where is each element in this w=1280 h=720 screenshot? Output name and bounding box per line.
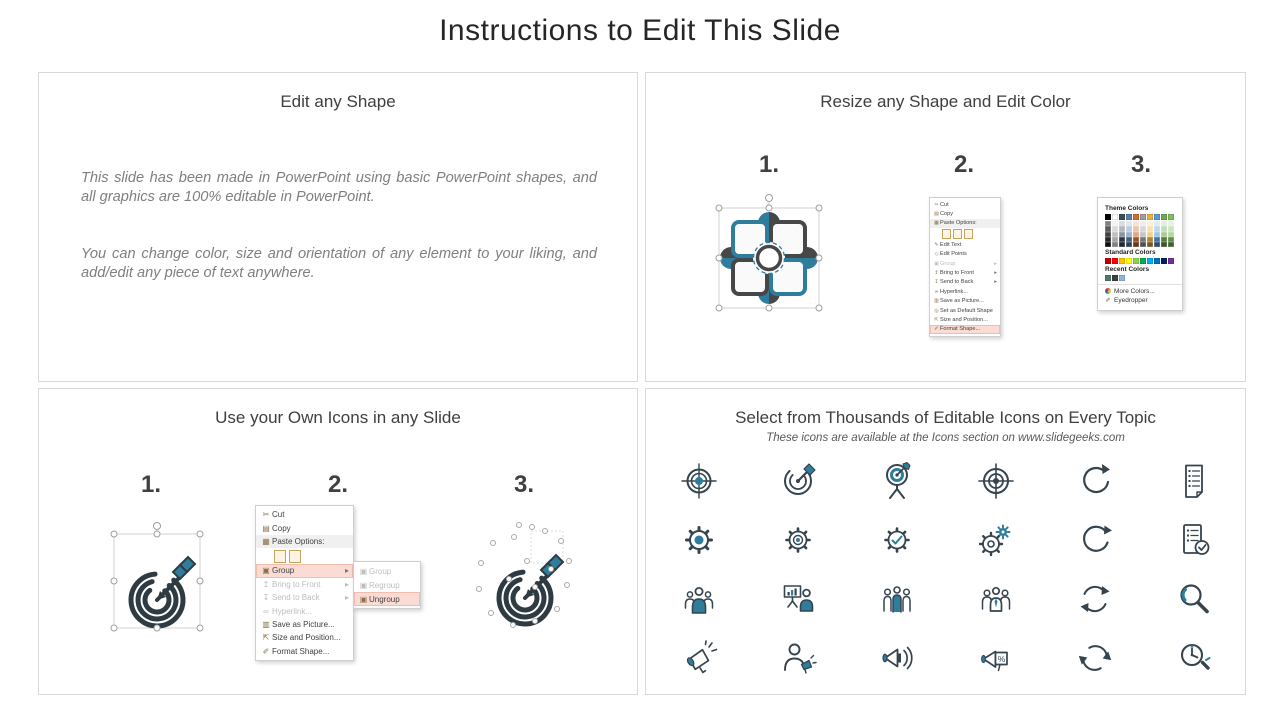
shape-context-menu <box>929 197 1001 337</box>
menu-item-label: Size and Position... <box>940 316 988 323</box>
paste-options-row <box>930 228 1000 240</box>
menu-item-format-shape[interactable] <box>930 325 1000 334</box>
menu-item-set-as-default-shape[interactable] <box>930 306 1000 315</box>
menu-item-bring-to-front[interactable] <box>930 268 1000 277</box>
team-discussion-icon[interactable] <box>946 569 1045 628</box>
magnifier-icon[interactable] <box>1144 569 1243 628</box>
menu-item-copy[interactable] <box>930 209 1000 218</box>
submenu-arrow-icon: ▸ <box>344 593 349 603</box>
gear-core-icon[interactable] <box>748 510 847 569</box>
group-icon: ▣ <box>934 260 939 267</box>
menu-item-label: Ungroup <box>369 594 400 604</box>
menu-item-group[interactable] <box>930 259 1000 268</box>
panel-icon-library <box>645 388 1246 695</box>
menu-item-label: Copy <box>272 523 291 533</box>
theme-color-swatch[interactable] <box>1161 214 1167 220</box>
cycle-arrows-icon[interactable] <box>1045 628 1144 687</box>
save-picture-icon: ▥ <box>934 298 939 305</box>
menu-item-bring-to-front[interactable] <box>256 578 353 591</box>
group-submenu <box>353 561 421 609</box>
menu-item-label: Format Shape... <box>272 646 330 656</box>
theme-color-swatch[interactable] <box>1112 214 1118 220</box>
bring-front-icon: ↥ <box>262 579 270 589</box>
panel-own-icons <box>38 388 638 695</box>
format-shape-icon: ✐ <box>262 646 270 656</box>
recent-color-swatch[interactable] <box>1119 275 1125 281</box>
menu-item-label: Send to Back <box>940 279 974 286</box>
scissors-icon: ✂ <box>262 510 270 520</box>
standard-color-swatch[interactable] <box>1140 258 1146 264</box>
menu-item-label: Group <box>272 566 295 576</box>
theme-variant-swatch[interactable] <box>1126 242 1132 247</box>
menu-item-label: Group <box>940 260 956 267</box>
theme-variant-swatch[interactable] <box>1168 242 1174 247</box>
menu-item-edit-points[interactable] <box>930 250 1000 259</box>
default-shape-icon: ◎ <box>934 307 939 314</box>
team-leader-icon[interactable] <box>649 569 748 628</box>
menu-item-label: Regroup <box>369 580 400 590</box>
submenu-arrow-icon: ▸ <box>994 279 997 286</box>
standard-color-swatch[interactable] <box>1126 258 1132 264</box>
theme-variant-swatch[interactable] <box>1112 242 1118 247</box>
recent-color-swatch[interactable] <box>1105 275 1111 281</box>
size-position-icon: ⇱ <box>934 316 939 323</box>
submenu-arrow-icon: ▸ <box>344 579 349 589</box>
person-megaphone-icon[interactable] <box>748 628 847 687</box>
regroup-icon: ▣ <box>359 580 368 590</box>
paste-option-icon[interactable] <box>953 229 962 239</box>
eyedropper-label: Eyedropper <box>1114 296 1148 304</box>
size-position-icon: ⇱ <box>262 633 270 643</box>
theme-colors-label: Theme Colors <box>1105 205 1149 212</box>
people-group-icon[interactable] <box>847 569 946 628</box>
theme-variant-swatch[interactable] <box>1154 242 1160 247</box>
send-back-icon: ↧ <box>934 279 939 286</box>
standard-color-swatch[interactable] <box>1147 258 1153 264</box>
menu-item-send-to-back[interactable] <box>930 278 1000 287</box>
crosshair-dot-icon[interactable] <box>946 451 1045 510</box>
dartboard-stand-icon[interactable] <box>847 451 946 510</box>
menu-item-cut[interactable] <box>256 508 353 521</box>
menu-item-label: Cut <box>940 201 949 208</box>
ungroup-icon: ▣ <box>359 594 368 604</box>
theme-color-swatch[interactable] <box>1119 214 1125 220</box>
panel-own-icons-title: Use your Own Icons in any Slide <box>215 408 461 427</box>
step-number-1: 1. <box>140 471 162 498</box>
standard-color-swatch[interactable] <box>1112 258 1118 264</box>
icon-context-menu <box>255 505 354 661</box>
edit-shape-paragraph-2: You can change color, size and orientation of any element to your liking, and add/edit any piece of text anywhere. <box>81 246 597 282</box>
copy-icon: ▤ <box>934 211 939 218</box>
eyedropper-item[interactable] <box>1105 296 1175 305</box>
menu-item-save-as-picture[interactable] <box>930 297 1000 306</box>
edit-text-icon: ✎ <box>934 241 939 248</box>
eyedropper-icon: ✐ <box>1105 297 1111 304</box>
standard-color-swatch[interactable] <box>1133 258 1139 264</box>
menu-item-ungroup[interactable] <box>354 592 420 606</box>
menu-item-send-to-back[interactable] <box>256 591 353 604</box>
menu-item-hyperlink[interactable] <box>256 604 353 617</box>
presentation-icon[interactable] <box>748 569 847 628</box>
menu-item-group[interactable] <box>256 564 353 577</box>
paste-option-icon[interactable] <box>274 550 286 563</box>
group-icon: ▣ <box>262 566 270 576</box>
menu-item-label: Copy <box>940 211 954 218</box>
menu-item-label: Send to Back <box>272 593 320 603</box>
paste-icon: ▦ <box>262 536 270 546</box>
color-picker-panel <box>1097 197 1183 311</box>
target-dart-icon[interactable] <box>748 451 847 510</box>
theme-color-swatch[interactable] <box>1168 214 1174 220</box>
panel-edit-shape <box>38 72 638 382</box>
menu-item-label: Bring to Front <box>940 270 974 277</box>
theme-color-swatch[interactable] <box>1133 214 1139 220</box>
step-number-1: 1. <box>758 151 780 178</box>
menu-item-label: Edit Text <box>940 241 962 248</box>
icon-grid <box>649 451 1243 687</box>
ungrouped-icon-graphic <box>469 517 581 640</box>
theme-color-swatch[interactable] <box>1105 214 1111 220</box>
menu-item-label: Paste Options: <box>272 536 325 546</box>
theme-color-swatch[interactable] <box>1140 214 1146 220</box>
panel-resize-color <box>645 72 1246 382</box>
theme-variant-swatch[interactable] <box>1133 242 1139 247</box>
format-shape-icon: ✐ <box>934 326 939 333</box>
theme-variant-swatch[interactable] <box>1105 242 1111 247</box>
step-number-3: 3. <box>513 471 535 498</box>
hyperlink-icon: ∞ <box>934 288 939 295</box>
selected-shape-graphic <box>709 191 829 328</box>
step-number-2: 2. <box>953 151 975 178</box>
document-list-icon[interactable] <box>1144 451 1243 510</box>
standard-color-swatch[interactable] <box>1154 258 1160 264</box>
icon-library-subtitle: These icons are available at the Icons section on www.slidegeeks.com <box>766 432 1125 444</box>
edit-shape-paragraph-1: This slide has been made in PowerPoint using basic PowerPoint shapes, and all graphics are 100% editable in PowerPoint. <box>81 170 597 206</box>
menu-item-label: Hyperlink... <box>940 288 968 295</box>
target-crosshair-filled-icon[interactable] <box>649 451 748 510</box>
menu-item-label: Edit Points <box>940 251 967 258</box>
hyperlink-icon: ∞ <box>263 606 269 616</box>
menu-item-label: Cut <box>272 510 285 520</box>
megaphone-rays-icon[interactable] <box>649 628 748 687</box>
menu-item-cut[interactable] <box>930 200 1000 209</box>
menu-item-edit-text[interactable] <box>930 240 1000 249</box>
menu-item-copy[interactable] <box>256 521 353 534</box>
menu-item-group[interactable] <box>354 564 420 578</box>
menu-item-label: Paste Options: <box>940 220 977 227</box>
standard-color-swatch[interactable] <box>1119 258 1125 264</box>
color-wheel-icon <box>1105 288 1111 294</box>
menu-item-label: Group <box>369 566 392 576</box>
slide-title: Instructions to Edit This Slide <box>439 14 841 47</box>
theme-variant-swatch[interactable] <box>1119 242 1125 247</box>
menu-item-label: Bring to Front <box>272 579 321 589</box>
menu-item-label: Save as Picture... <box>272 619 335 629</box>
save-picture-icon: ▥ <box>262 619 270 629</box>
paste-option-icon[interactable] <box>964 229 973 239</box>
panel-edit-shape-title: Edit any Shape <box>280 92 396 111</box>
theme-variant-swatch[interactable] <box>1161 242 1167 247</box>
panel-icon-library-title: Select from Thousands of Editable Icons on Every Topic <box>735 408 1156 427</box>
menu-item-label: Format Shape... <box>940 326 981 333</box>
menu-item-hyperlink[interactable] <box>930 287 1000 296</box>
paste-icon: ▦ <box>934 220 939 227</box>
paste-option-icon[interactable] <box>289 550 301 563</box>
menu-item-size-and-position[interactable] <box>256 631 353 644</box>
menu-item-format-shape[interactable] <box>256 645 353 658</box>
scissors-icon: ✂ <box>934 201 939 208</box>
rotate-arrow-icon[interactable] <box>1045 451 1144 510</box>
checklist-check-icon[interactable] <box>1144 510 1243 569</box>
theme-color-swatch[interactable] <box>1154 214 1160 220</box>
theme-color-swatch[interactable] <box>1147 214 1153 220</box>
menu-item-label: Size and Position... <box>272 633 341 643</box>
step-number-3: 3. <box>1130 151 1152 178</box>
panel-resize-color-title: Resize any Shape and Edit Color <box>820 92 1071 111</box>
copy-icon: ▤ <box>262 523 270 533</box>
arrow-circle-icon[interactable] <box>1045 510 1144 569</box>
sync-arrows-icon[interactable] <box>1045 569 1144 628</box>
standard-colors-label: Standard Colors <box>1105 249 1156 257</box>
menu-item-label: Save as Picture... <box>940 298 984 305</box>
menu-item-regroup[interactable] <box>354 578 420 592</box>
more-colors-item[interactable] <box>1105 287 1175 296</box>
menu-item-size-and-position[interactable] <box>930 315 1000 324</box>
menu-item-label: Hyperlink... <box>272 606 313 616</box>
recent-color-swatch[interactable] <box>1112 275 1118 281</box>
theme-variant-swatch[interactable] <box>1147 242 1153 247</box>
megaphone-percent-icon[interactable] <box>946 628 1045 687</box>
menu-item-label: Set as Default Shape <box>940 307 993 314</box>
theme-variant-swatch[interactable] <box>1140 242 1146 247</box>
double-gear-icon[interactable] <box>946 510 1045 569</box>
menu-item-paste-options[interactable] <box>256 535 353 548</box>
submenu-arrow-icon: ▸ <box>994 260 997 267</box>
megaphone-side-icon[interactable] <box>847 628 946 687</box>
recent-colors-label: Recent Colors <box>1105 266 1150 274</box>
submenu-arrow-icon: ▸ <box>344 566 349 576</box>
bring-front-icon: ↥ <box>934 270 939 277</box>
send-back-icon: ↧ <box>262 593 270 603</box>
standard-color-swatch[interactable] <box>1161 258 1167 264</box>
menu-item-paste-options[interactable] <box>930 219 1000 228</box>
selected-icon-graphic <box>101 519 213 642</box>
svg-text:%: % <box>997 653 1005 664</box>
gear-check-icon[interactable] <box>847 510 946 569</box>
search-clock-icon[interactable] <box>1144 628 1243 687</box>
paste-option-icon[interactable] <box>942 229 951 239</box>
standard-color-swatch[interactable] <box>1168 258 1174 264</box>
gear-filled-icon[interactable] <box>649 510 748 569</box>
standard-color-swatch[interactable] <box>1105 258 1111 264</box>
step-number-2: 2. <box>327 471 349 498</box>
menu-item-save-as-picture[interactable] <box>256 618 353 631</box>
edit-points-icon: ◇ <box>934 251 939 258</box>
submenu-arrow-icon: ▸ <box>994 270 997 277</box>
group-icon: ▣ <box>359 566 368 576</box>
theme-color-swatch[interactable] <box>1126 214 1132 220</box>
more-colors-label: More Colors... <box>1114 287 1155 295</box>
paste-options-row <box>256 548 353 564</box>
